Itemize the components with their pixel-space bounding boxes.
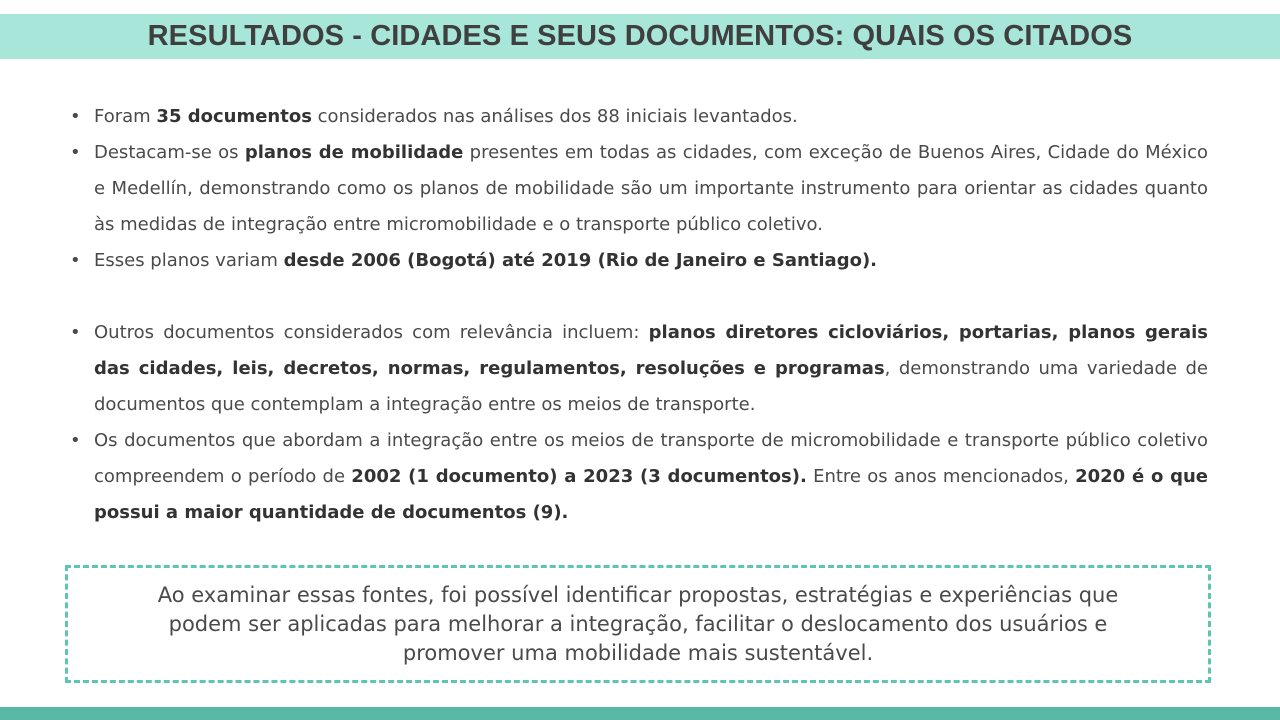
- bullet-text: Esses planos variam: [94, 250, 284, 271]
- bullet-emphasis: 35 documentos: [156, 106, 312, 127]
- callout-box: [65, 565, 1211, 683]
- bullet-text: Foram: [94, 106, 157, 127]
- callout-text: Ao examinar essas fontes, foi possível identificar propostas, estratégias e experiências que podem ser aplicadas para melhorar a integração, facilitar o deslocamento dos usuários e promover uma mobilidade mais sustentável.: [157, 582, 1119, 665]
- bullet-emphasis: 2002 (1 documento) a 2023 (3 documentos).: [351, 466, 807, 487]
- bullet-item: [70, 423, 1208, 531]
- spacer: [70, 279, 1208, 315]
- bullet-text: Outros documentos considerados com relevância incluem:: [94, 322, 649, 343]
- bullet-emphasis: desde 2006 (Bogotá) até 2019 (Rio de Janeiro e Santiago).: [283, 250, 878, 271]
- bullet-text: presentes em todas as cidades, com exceção de Buenos Aires, Cidade do México e Medellín, demonstrando como os planos de mobilidade são um importante instrumento para orientar as cidades quanto às medidas de integração entre micromobilidade e o transporte público coletivo.: [94, 142, 1209, 235]
- bullet-text: Entre os anos mencionados,: [806, 466, 1076, 487]
- bullet-item: [70, 243, 1208, 279]
- bullet-item: [70, 99, 1208, 135]
- bullet-emphasis: planos diretores cicloviários, portarias, planos gerais das cidades, leis, decretos, normas, regulamentos, resoluções e programas: [94, 322, 1208, 379]
- bullet-text: Os documentos que abordam a integração entre os meios de transporte de micromobilidade e transporte público coletivo compreendem o período de: [94, 430, 1208, 487]
- bullet-emphasis: planos de mobilidade: [244, 142, 464, 163]
- bullet-emphasis: 2020 é o que possui a maior quantidade de documentos (9).: [94, 466, 1209, 523]
- bullet-text: Destacam-se os: [94, 142, 245, 163]
- bullet-text: , demonstrando uma variedade de documentos que contemplam a integração entre os meios de transporte.: [94, 358, 1208, 415]
- bullet-item: [70, 135, 1208, 243]
- bullet-item: [70, 315, 1208, 423]
- slide-title: RESULTADOS - CIDADES E SEUS DOCUMENTOS: QUAIS OS CITADOS: [147, 20, 1133, 52]
- footer-bar: [0, 707, 1280, 720]
- bullet-list: [70, 99, 1208, 531]
- bullet-text: considerados nas análises dos 88 iniciais levantados.: [311, 106, 798, 127]
